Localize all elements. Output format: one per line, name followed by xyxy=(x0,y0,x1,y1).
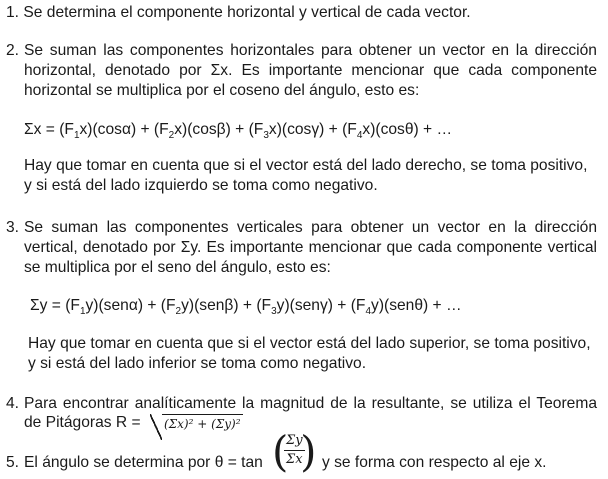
item-4-number: 4. xyxy=(6,395,20,412)
fraction-numerator: Σy xyxy=(284,432,305,451)
item-1-number: 1. xyxy=(6,4,20,21)
formula-sum-y: $\Sigma y = (F_1y)(sen\alpha) + (F_2y)(sen\beta) + (F_3y)(sen\gamma) + (F_4y)(sen\theta)$ + … xyxy=(30,297,462,317)
formula-sum-x: $\Sigma x = (F_1x)(\cos\alpha) + (F_2x)(\cos\beta) + (F_3x)(\cos\gamma) + (F_4x)(\cos\theta)$ + … xyxy=(24,121,453,141)
item-2-number: 2. xyxy=(6,42,20,59)
item-2-line-3: horizontal se multiplica por el coseno del ángulo, esto es: xyxy=(24,82,420,99)
item-3-note-line-2: y si está del lado inferior se toma como negativo. xyxy=(28,355,367,372)
item-4-line-1: Para encontrar analíticamente la magnitud de la resultante, se utiliza el Teorema xyxy=(24,395,597,412)
item-2-line-2: horizontal, denotado por Σx. Es importante mencionar que cada componente xyxy=(24,62,597,79)
item-3-number: 3. xyxy=(6,219,20,236)
fraction-denominator: Σx xyxy=(286,452,303,467)
radical-expression: (Σx)² + (Σy)² xyxy=(162,414,243,432)
item-2-note-line-2: y si está del lado izquierdo se toma como negativo. xyxy=(24,177,378,194)
item-3-line-2: vertical, denotado por Σy. Es importante mencionar que cada componente vertical xyxy=(24,239,597,256)
item-5-text-pre: El ángulo se determina por θ = tan xyxy=(24,454,263,471)
angle-fraction: ( $\frac{\Sigma y}{\Sigma x}$ ) xyxy=(272,427,317,476)
item-1-text: Se determina el componente horizontal y vertical de cada vector. xyxy=(23,4,471,21)
item-2-note-line-1: Hay que tomar en cuenta que si el vector está del lado derecho, se toma positivo, xyxy=(24,157,588,174)
resultant-radical xyxy=(148,414,243,434)
item-5-number: 5. xyxy=(6,454,20,471)
item-3-line-1: Se suman las componentes verticales para obtener un vector en la dirección xyxy=(24,219,597,236)
item-4-line-2: de Pitágoras R = xyxy=(24,414,141,431)
item-2-line-1: Se suman las componentes horizontales para obtener un vector en la dirección xyxy=(24,42,597,59)
item-3-line-3: se multiplica por el seno del ángulo, esto es: xyxy=(24,259,331,276)
item-3-note-line-1: Hay que tomar en cuenta que si el vector está del lado superior, se toma positivo, xyxy=(28,335,591,352)
item-1 xyxy=(6,3,471,23)
item-5-text-post: y se forma con respecto al eje x. xyxy=(322,454,547,471)
